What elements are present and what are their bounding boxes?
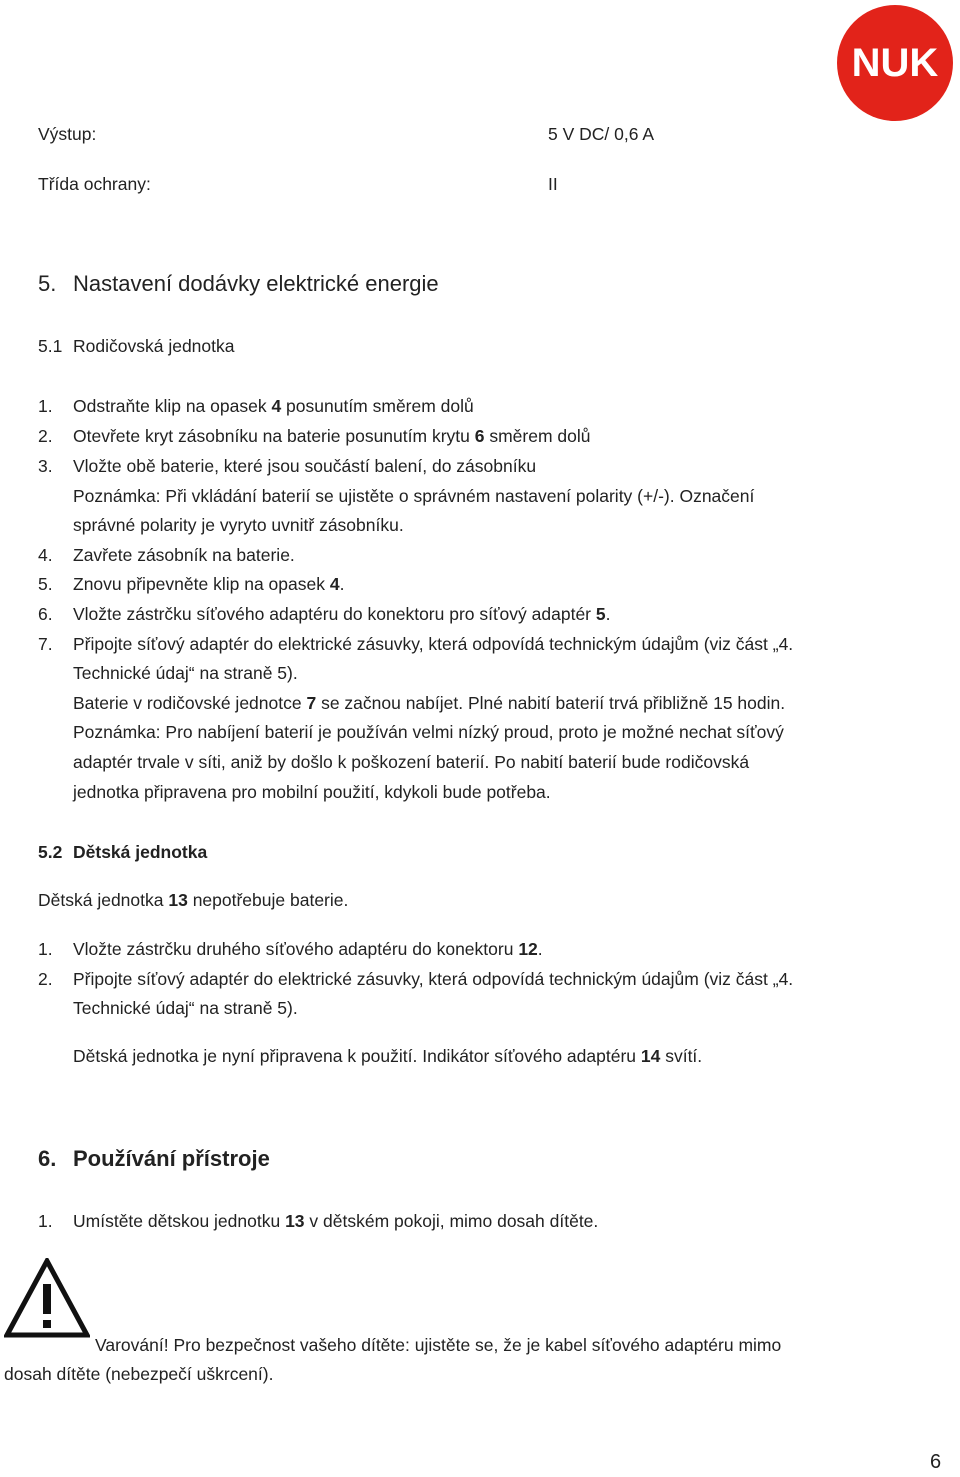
child-step-1-number: 1. (38, 939, 53, 959)
use-step-1-number: 1. (38, 1211, 53, 1231)
child-step-2-text: Připojte síťový adaptér do elektrické zásuvky, která odpovídá technickým údajům (viz část „4. (73, 969, 794, 989)
section-5-number: 5. (38, 271, 57, 296)
step-4-text: Zavřete zásobník na baterie. (73, 545, 295, 565)
child-unit-intro: Dětská jednotka 13 nepotřebuje baterie. (38, 890, 349, 910)
subsection-5-2-title: Dětská jednotka (73, 842, 208, 862)
warning-icon (4, 1258, 90, 1338)
subsection-5-1-title: Rodičovská jednotka (73, 336, 235, 356)
nuk-logo (836, 4, 954, 122)
child-step-2-text-line-2: Technické údaj“ na straně 5). (73, 998, 298, 1018)
section-5-title: Nastavení dodávky elektrické energie (73, 271, 439, 296)
subsection-5-1-number: 5.1 (38, 336, 63, 356)
step-3-text: Vložte obě baterie, které jsou součástí balení, do zásobníku (73, 456, 537, 476)
use-step-1-text: Umístěte dětskou jednotku 13 v dětském pokoji, mimo dosah dítěte. (73, 1211, 599, 1231)
step-3-note-line-1: Poznámka: Při vkládání baterií se ujistěte o správném nastavení polarity (+/-). Označení (73, 486, 755, 506)
section-6-number: 6. (38, 1146, 57, 1171)
step-6-number: 6. (38, 604, 53, 624)
spec-protection-value: II (548, 174, 558, 194)
step-6-text: Vložte zástrčku síťového adaptéru do konektoru pro síťový adaptér 5. (73, 604, 611, 624)
step-7-note-line-2: adaptér trvale v síti, aniž by došlo k poškození baterií. Po nabití baterií bude rodičovská (73, 752, 750, 772)
step-7-text-line-2: Technické údaj“ na straně 5). (73, 663, 298, 683)
step-1-text: Odstraňte klip na opasek 4 posunutím směrem dolů (73, 396, 474, 416)
step-7-text: Připojte síťový adaptér do elektrické zásuvky, která odpovídá technickým údajům (viz část „4. (73, 634, 794, 654)
page-number: 6 (930, 1451, 942, 1473)
spec-output-value: 5 V DC/ 0,6 A (548, 124, 655, 144)
spec-output-label: Výstup: (38, 124, 97, 144)
spec-protection-label: Třída ochrany: (38, 174, 151, 194)
step-7-note-line-3: jednotka připravena pro mobilní použití, kdykoli bude potřeba. (73, 782, 551, 802)
nuk-logo-text: NUK (851, 41, 939, 85)
step-5-text: Znovu připevněte klip na opasek 4. (73, 574, 345, 594)
child-step-1-text: Vložte zástrčku druhého síťového adaptéru do konektoru 12. (73, 939, 543, 959)
step-2-text: Otevřete kryt zásobníku na baterie posunutím krytu 6 směrem dolů (73, 426, 591, 446)
child-step-2-number: 2. (38, 969, 53, 989)
charging-info: Baterie v rodičovské jednotce 7 se začnou nabíjet. Plné nabití baterií trvá přibližně 15 hodin. (73, 693, 786, 713)
step-3-note-line-2: správné polarity je vyryto uvnitř zásobníku. (73, 515, 404, 535)
step-7-note-line-1: Poznámka: Pro nabíjení baterií je používán velmi nízký proud, proto je možné nechat síťový (73, 722, 784, 742)
subsection-5-2-number: 5.2 (38, 842, 63, 862)
step-1-number: 1. (38, 396, 53, 416)
step-7-number: 7. (38, 634, 53, 654)
child-unit-ready: Dětská jednotka je nyní připravena k použití. Indikátor síťového adaptéru 14 svítí. (73, 1046, 703, 1066)
step-2-number: 2. (38, 426, 53, 446)
section-6-title: Používání přístroje (73, 1146, 270, 1171)
step-4-number: 4. (38, 545, 53, 565)
step-5-number: 5. (38, 574, 53, 594)
warning-text-line-1: Varování! Pro bezpečnost vašeho dítěte: ujistěte se, že je kabel síťového adaptéru mimo (95, 1335, 782, 1355)
step-3-number: 3. (38, 456, 53, 476)
warning-text-line-2: dosah dítěte (nebezpečí uškrcení). (4, 1364, 274, 1384)
